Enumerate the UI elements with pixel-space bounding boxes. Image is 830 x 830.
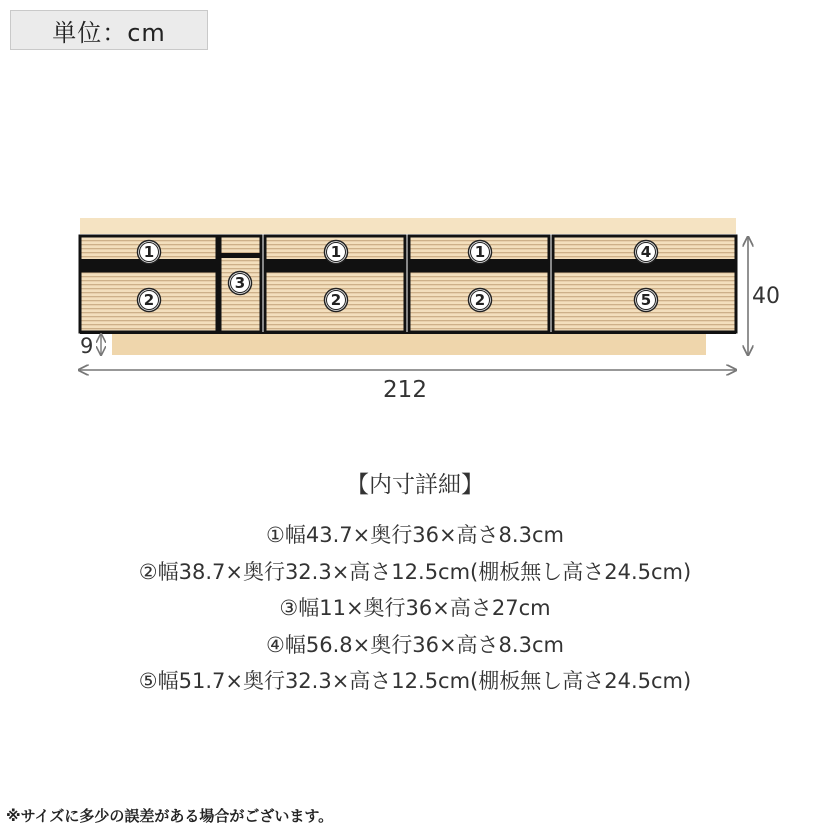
svg-text:2: 2 [474,291,486,309]
spec-line-2: ②幅38.7×奥行32.3×高さ12.5cm(棚板無し高さ24.5cm) [138,559,692,584]
badge-3 [229,272,252,295]
spec-line-3: ③幅11×奥行36×高さ27cm [279,596,551,620]
badge-1a [138,241,161,264]
spec-title: 【内寸詳細】 [346,472,484,498]
width-dimension-label: 212 [383,377,427,403]
svg-text:1: 1 [474,243,486,261]
spec-line-1: ①幅43.7×奥行36×高さ8.3cm [266,523,564,547]
cabinet-top [80,218,736,234]
badge-5 [635,289,658,312]
badge-2c [469,289,492,312]
badge-2a [138,289,161,312]
badge-1b [325,241,348,264]
height-dimension-label: 40 [752,284,780,309]
svg-text:1: 1 [330,243,342,261]
badge-1c [469,241,492,264]
unit-label: 単位：cm [10,10,208,50]
svg-text:1: 1 [143,243,155,261]
spec-line-4: ④幅56.8×奥行36×高さ8.3cm [266,632,564,657]
plinth-dimension-label: 9 [80,334,94,358]
badge-4 [635,241,658,264]
spec-list [0,517,830,700]
plinth [112,333,706,355]
disclaimer-note: ※サイズに多少の誤差がある場合がございます。 [6,807,334,825]
svg-text:2: 2 [330,291,342,309]
badge-2b [325,289,348,312]
svg-text:2: 2 [143,291,155,309]
svg-text:5: 5 [640,291,652,309]
svg-text:3: 3 [234,274,246,292]
svg-text:4: 4 [640,243,652,261]
spec-line-5: ⑤幅51.7×奥行32.3×高さ12.5cm(棚板無し高さ24.5cm) [138,669,692,693]
